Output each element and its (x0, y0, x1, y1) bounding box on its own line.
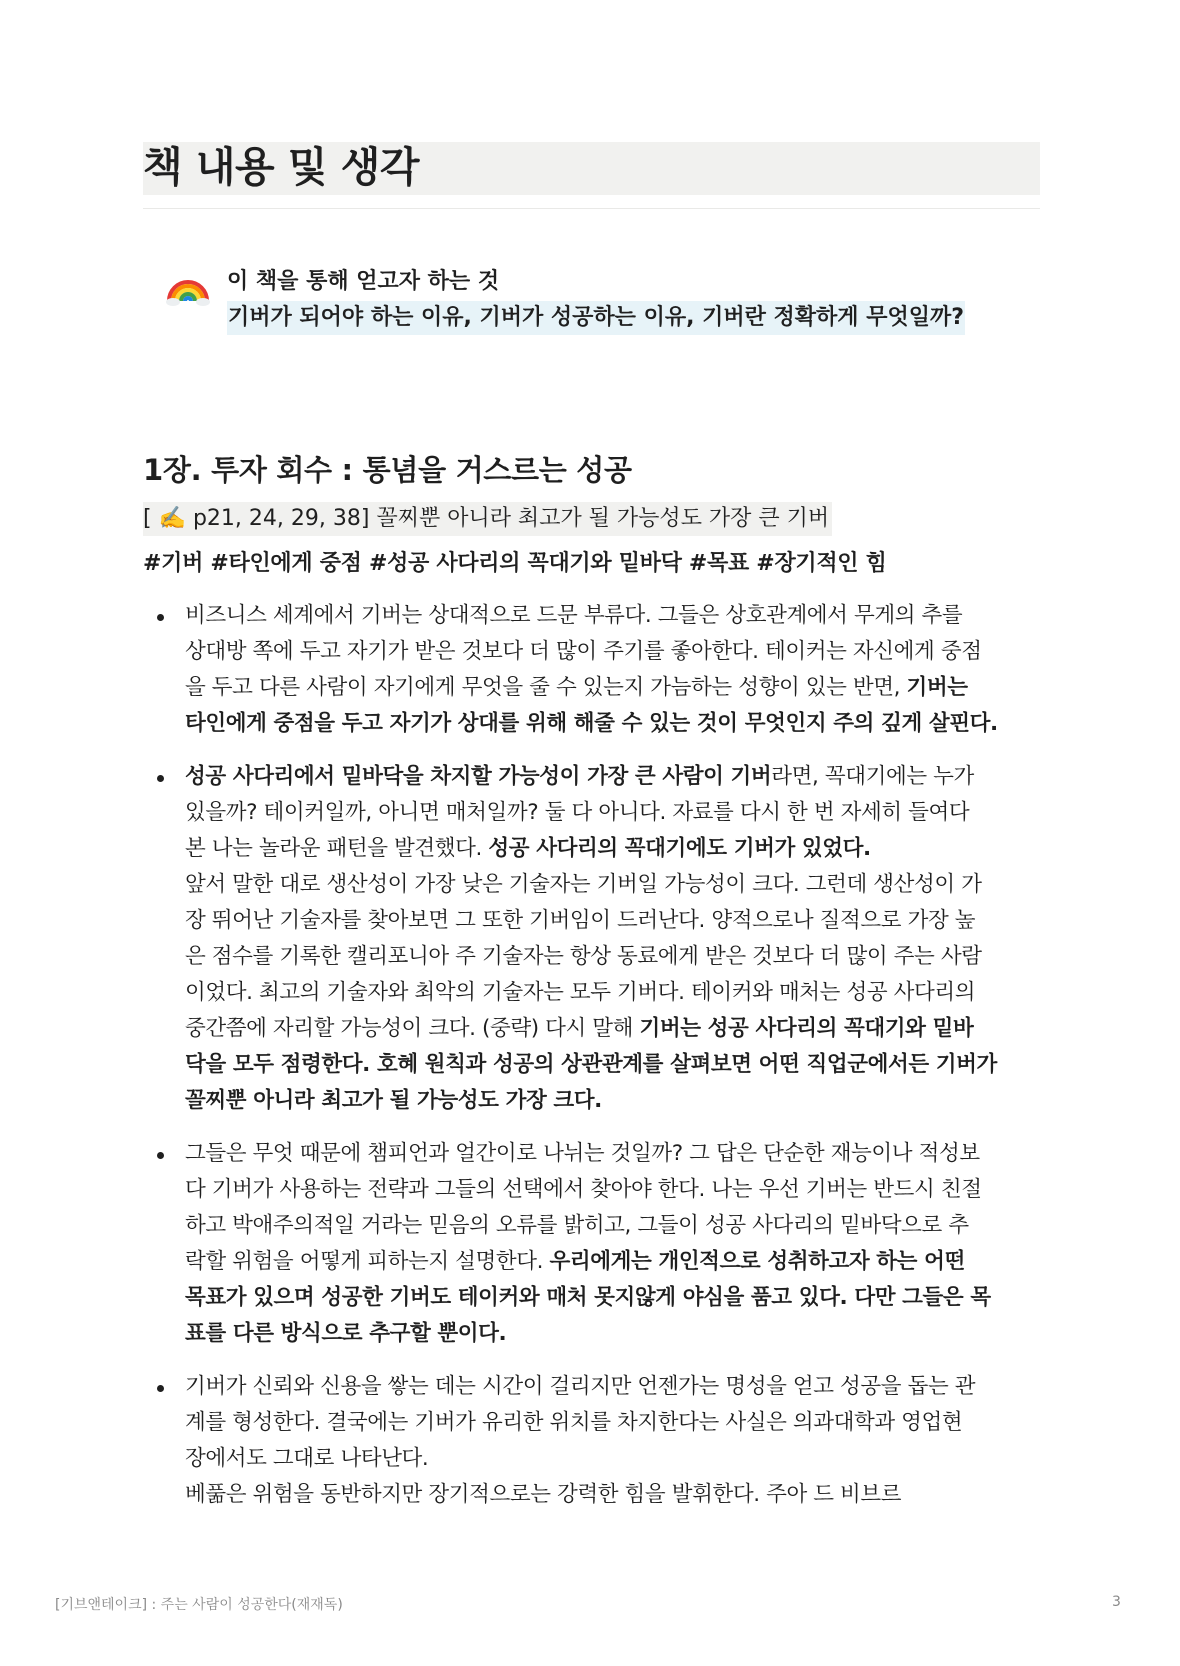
text-segment: 베풂은 위험을 동반하지만 장기적으로는 강력한 힘을 발휘한다. 주아 드 비브르 (185, 1482, 902, 1507)
text-line (185, 1136, 1040, 1172)
text-segment: 상대방 쪽에 두고 자기가 받은 것보다 더 많이 주기를 좋아한다. 테이커는 자신에게 중점 (185, 639, 982, 664)
page-title: 책 내용 및 생각 (143, 143, 419, 191)
text-line (185, 1316, 1040, 1352)
text-line (185, 1369, 1040, 1405)
bold-text: 기버는 (906, 675, 968, 700)
text-line (185, 939, 1040, 975)
text-line (185, 831, 1040, 867)
bold-text: 성공 사다리의 꼭대기에도 기버가 있었다. (488, 836, 871, 861)
text-line (185, 1441, 1040, 1477)
bullet-dot-icon (157, 1385, 164, 1392)
text-segment: 그들은 무엇 때문에 챔피언과 얼간이로 나뉘는 것일까? 그 답은 단순한 재능이나 적성보 (185, 1141, 980, 1166)
callout-title: 이 책을 통해 얻고자 하는 것 (227, 269, 500, 294)
list-item (143, 759, 1040, 1119)
text-segment: 중간쯤에 자리할 가능성이 크다. (중략) 다시 말해 (185, 1016, 640, 1041)
list-item (143, 1136, 1040, 1352)
text-line (185, 1047, 1040, 1083)
bold-text: 타인에게 중점을 두고 자기가 상대를 위해 해줄 수 있는 것이 무엇인지 주의 깊게 살핀다. (185, 711, 998, 736)
list-item (143, 1369, 1040, 1513)
text-segment: 장에서도 그대로 나타난다. (185, 1446, 429, 1471)
text-line (185, 1172, 1040, 1208)
footer-title: [기브앤테이크] : 주는 사람이 성공한다(재재독) (55, 1597, 343, 1613)
bullet-dot-icon (157, 614, 164, 621)
text-segment: 을 두고 다른 사람이 자기에게 무엇을 줄 수 있는지 가늠하는 성향이 있는 반면, (185, 675, 907, 700)
text-segment: 라면, 꼭대기에는 누가 (771, 764, 974, 789)
text-segment: 장 뛰어난 기술자를 찾아보면 그 또한 기버임이 드러난다. 양적으로나 질적으로 가장 높 (185, 908, 976, 933)
text-line (185, 1083, 1040, 1119)
text-segment: 은 점수를 기록한 캘리포니아 주 기술자는 항상 동료에게 받은 것보다 더 많이 주는 사람 (185, 944, 982, 969)
text-line (185, 706, 1040, 742)
bullet-list (143, 598, 1040, 1530)
text-line (185, 867, 1040, 903)
page-reference: [ ✍️ p21, 24, 29, 38] 꼴찌뿐 아니라 최고가 될 가능성도 가장 큰 기버 (143, 502, 832, 536)
bold-text: 꼴찌뿐 아니라 최고가 될 가능성도 가장 크다. (185, 1088, 602, 1113)
bold-text: 기버는 성공 사다리의 꼭대기와 밑바 (639, 1016, 974, 1041)
text-segment: 기버가 신뢰와 신용을 쌓는 데는 시간이 걸리지만 언젠가는 명성을 얻고 성공을 돕는 관 (185, 1374, 976, 1399)
text-line (185, 1244, 1040, 1280)
bold-text: 성공 사다리에서 밑바닥을 차지할 가능성이 가장 큰 사람이 기버 (185, 764, 772, 789)
bold-text: 우리에게는 개인적으로 성취하고자 하는 어떤 (549, 1249, 965, 1274)
bold-text: 표를 다른 방식으로 추구할 뿐이다. (185, 1321, 507, 1346)
text-segment: 하고 박애주의적일 거라는 믿음의 오류를 밝히고, 그들이 성공 사다리의 밑바닥으로 추 (185, 1213, 969, 1238)
text-line (185, 598, 1040, 634)
page-number: 3 (1112, 1594, 1121, 1610)
text-segment: 앞서 말한 대로 생산성이 가장 낮은 기술자는 기버일 가능성이 크다. 그런데 생산성이 가 (185, 872, 982, 897)
text-segment: 이었다. 최고의 기술자와 최악의 기술자는 모두 기버다. 테이커와 매처는 성공 사다리의 (185, 980, 976, 1005)
text-line (185, 795, 1040, 831)
text-segment: 다 기버가 사용하는 전략과 그들의 선택에서 찾아야 한다. 나는 우선 기버는 반드시 친절 (185, 1177, 982, 1202)
text-line (185, 759, 1040, 795)
bold-text: 목표가 있으며 성공한 기버도 테이커와 매처 못지않게 야심을 품고 있다. 다만 그들은 목 (185, 1285, 991, 1310)
bold-text: 닥을 모두 점령한다. 호혜 원칙과 성공의 상관관계를 살펴보면 어떤 직업군에서든 기버가 (185, 1052, 997, 1077)
text-segment: 비즈니스 세계에서 기버는 상대적으로 드문 부류다. 그들은 상호관계에서 무게의 추를 (185, 603, 963, 628)
text-line (185, 975, 1040, 1011)
text-line (185, 1405, 1040, 1441)
text-segment: 있을까? 테이커일까, 아니면 매처일까? 둘 다 아니다. 자료를 다시 한 번 자세히 들여다 (185, 800, 970, 825)
list-item (143, 598, 1040, 742)
text-line (185, 1280, 1040, 1316)
text-line (185, 1208, 1040, 1244)
bullet-dot-icon (157, 775, 164, 782)
text-segment: 계를 형성한다. 결국에는 기버가 유리한 위치를 차지한다는 사실은 의과대학과 영업현 (185, 1410, 963, 1435)
text-line (185, 1011, 1040, 1047)
text-line (185, 1477, 1040, 1513)
callout-highlight: 기버가 되어야 하는 이유, 기버가 성공하는 이유, 기버란 정확하게 무엇일까? (227, 301, 965, 335)
rainbow-icon (165, 263, 211, 309)
chapter-title: 1장. 투자 회수 : 통념을 거스르는 성공 (143, 453, 632, 487)
hashtags: #기버 #타인에게 중점 #성공 사다리의 꼭대기와 밑바닥 #목표 #장기적인 힘 (143, 551, 887, 576)
text-line (185, 903, 1040, 939)
text-line (185, 634, 1040, 670)
heading-divider (143, 208, 1040, 209)
bullet-dot-icon (157, 1152, 164, 1159)
text-segment: 락할 위험을 어떻게 피하는지 설명한다. (185, 1249, 550, 1274)
text-line (185, 670, 1040, 706)
text-segment: 본 나는 놀라운 패턴을 발견했다. (185, 836, 489, 861)
